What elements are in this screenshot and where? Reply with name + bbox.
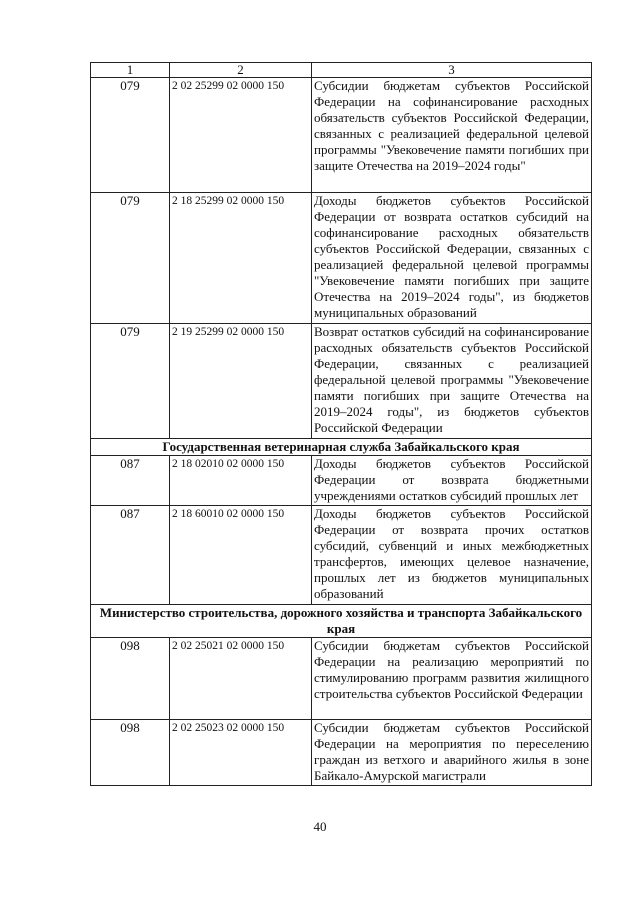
table-row — [91, 456, 592, 506]
table-row — [91, 638, 592, 720]
page-number: 40 — [313, 819, 327, 834]
section-title-veterinary: Государственная ветеринарная служба Забайкальского края — [91, 439, 592, 456]
table-row — [91, 324, 592, 439]
admin-code-cell: 087 — [91, 506, 170, 605]
admin-code-cell: 098 — [91, 638, 170, 720]
revenue-code-cell: 2 02 25023 02 0000 150 — [170, 720, 312, 786]
section-row — [91, 439, 592, 456]
revenue-code-cell: 2 18 60010 02 0000 150 — [170, 506, 312, 605]
column-header-1: 1 — [91, 63, 170, 78]
table-row — [91, 78, 592, 193]
revenue-code-cell: 2 18 02010 02 0000 150 — [170, 456, 312, 506]
admin-code-cell: 079 — [91, 324, 170, 439]
admin-code-cell: 079 — [91, 193, 170, 324]
section-title-construction: Министерство строительства, дорожного хозяйства и транспорта Забайкальского края — [91, 605, 592, 638]
budget-codes-table — [90, 62, 592, 786]
revenue-code-cell: 2 19 25299 02 0000 150 — [170, 324, 312, 439]
table-row — [91, 720, 592, 786]
revenue-name-cell: Доходы бюджетов субъектов Российской Федерации от возврата прочих остатков субсидий, субвенций и иных межбюджетных трансфертов, имеющих целевое назначение, прошлых лет из бюджетов муниципальных образований — [312, 506, 592, 605]
revenue-code-cell: 2 02 25299 02 0000 150 — [170, 78, 312, 193]
revenue-code-cell: 2 18 25299 02 0000 150 — [170, 193, 312, 324]
section-row — [91, 605, 592, 638]
admin-code-cell: 087 — [91, 456, 170, 506]
revenue-name-cell: Субсидии бюджетам субъектов Российской Федерации на софинансирование расходных обязательств субъектов Российской Федерации, связанных с реализацией федеральной целевой программы "Увековечение памяти погибших при защите Отечества на 2019–2024 годы" — [312, 78, 592, 193]
header-row — [91, 63, 592, 78]
admin-code-cell: 098 — [91, 720, 170, 786]
revenue-name-cell: Субсидии бюджетам субъектов Российской Федерации на реализацию мероприятий по стимулированию программ развития жилищного строительства субъектов Российской Федерации — [312, 638, 592, 720]
table-row — [91, 193, 592, 324]
revenue-name-cell: Доходы бюджетов субъектов Российской Федерации от возврата бюджетными учреждениями остатков субсидий прошлых лет — [312, 456, 592, 506]
revenue-name-cell: Возврат остатков субсидий на софинансирование расходных обязательств субъектов Российской Федерации, связанных с реализацией федеральной целевой программы "Увековечение памяти погибших при защите Отечества на 2019–2024 годы", из бюджетов субъектов Российской Федерации — [312, 324, 592, 439]
column-header-2: 2 — [170, 63, 312, 78]
revenue-name-cell: Субсидии бюджетам субъектов Российской Федерации на мероприятия по переселению граждан из ветхого и аварийного жилья в зоне Байкало-Амурской магистрали — [312, 720, 592, 786]
revenue-code-cell: 2 02 25021 02 0000 150 — [170, 638, 312, 720]
table-row — [91, 506, 592, 605]
admin-code-cell: 079 — [91, 78, 170, 193]
column-header-3: 3 — [312, 63, 592, 78]
revenue-name-cell: Доходы бюджетов субъектов Российской Федерации от возврата остатков субсидий на софинансирование расходных обязательств субъектов Российской Федерации, связанных с реализацией федеральной целевой программы "Увековечение памяти погибших при защите Отечества на 2019–2024 годы", из бюджетов муниципальных образований — [312, 193, 592, 324]
